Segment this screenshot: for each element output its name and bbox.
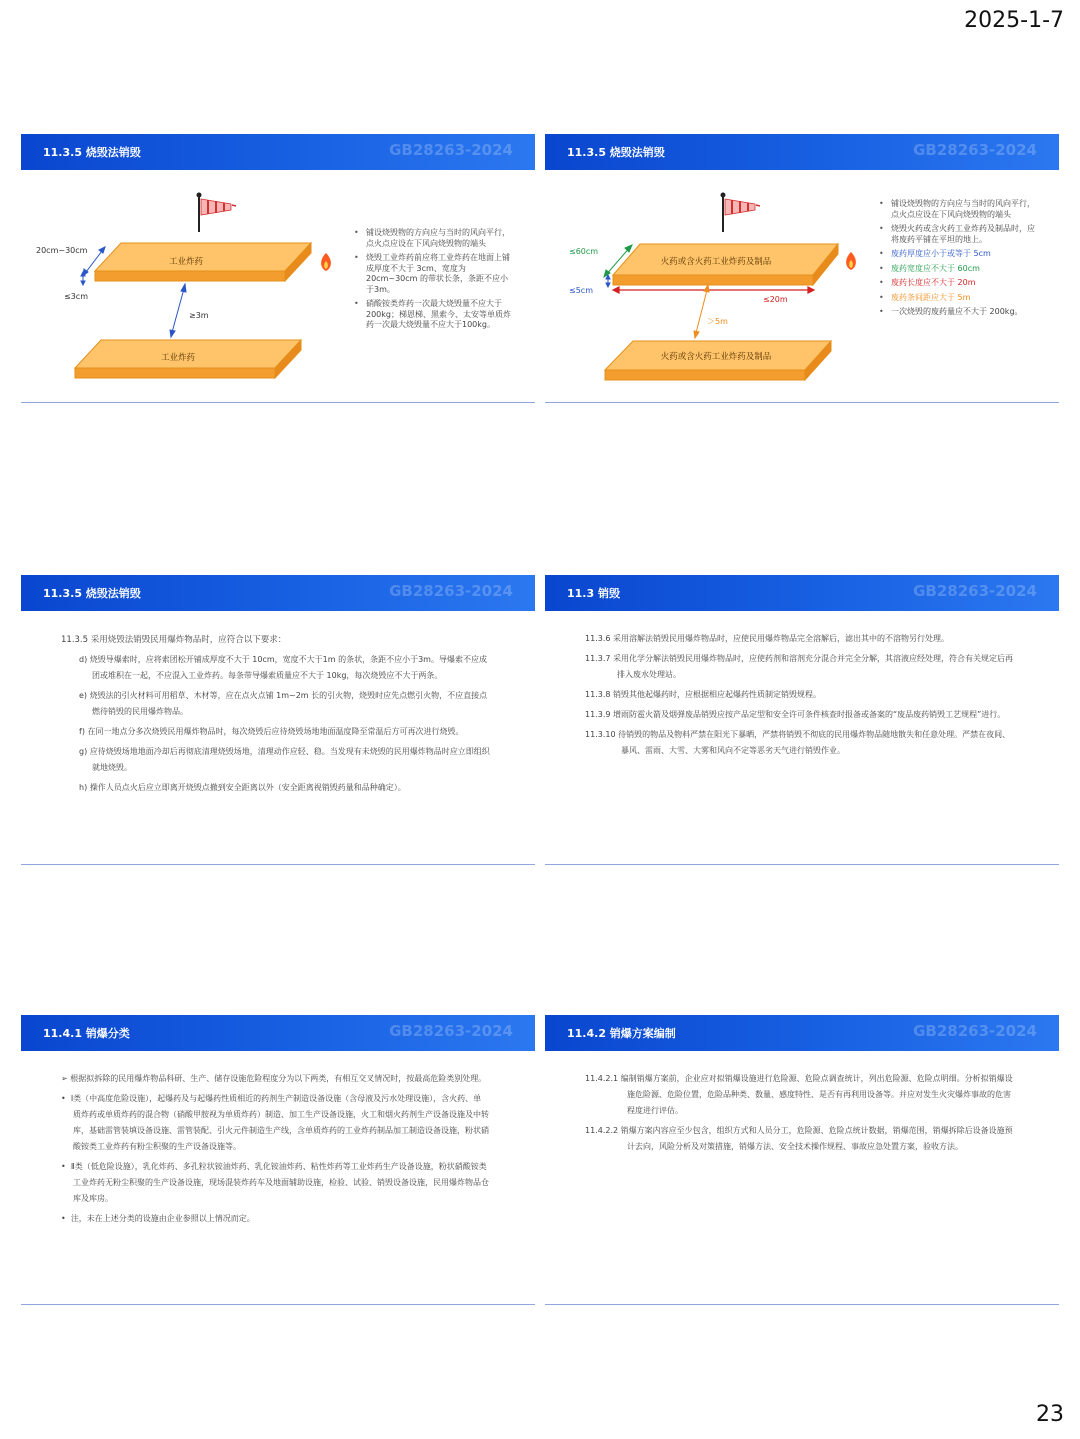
thickness-dimension-arrow xyxy=(606,275,610,287)
slide-title: 11.3.5 烧毁法销毁 xyxy=(43,146,141,159)
clause-item xyxy=(61,1211,489,1227)
slide-divider xyxy=(21,864,535,865)
requirements-list xyxy=(354,228,514,335)
item-text: 注，未在上述分类的设施由企业参照以上情况而定。 xyxy=(70,1214,255,1223)
clause-item: 11.4.2.2 销爆方案内容应至少包含，组织方式和人员分工，危险源、危险点统计数据，销爆范围，销爆拆除后设备设施预计去向，风险分析及对策措施，销爆方法、安全技术操作规程、事故应急处置方案，验收方法。 xyxy=(585,1126,1013,1151)
slide-divider xyxy=(21,1304,535,1305)
requirements-list xyxy=(879,199,1039,322)
slide-burning-requirements xyxy=(21,575,535,845)
clause-intro: 11.3.5 采用烧毁法销毁民用爆炸物品时，应符合以下要求： xyxy=(61,635,287,645)
list-item: • 废药宽度应不大于 60cm xyxy=(879,264,1039,275)
clause-item: f) 在同一地点分多次烧毁民用爆炸物品时，每次烧毁后应待烧毁场地地面温度降至常温后方可再次进行烧毁。 xyxy=(79,727,464,736)
clause-item: 11.4.2.1 编制销爆方案前，企业应对拟销爆设施进行危险源、危险点调查统计，列出危险源、危险点明细。分析拟销爆设施危险源、危险位置，危险品种类、数量、感度特性、是否有再利用设备等。并应对发生火灾爆炸事故的危害程度进行评估。 xyxy=(585,1074,1013,1115)
list-item: • 废药条间距应大于 5m xyxy=(879,293,1039,304)
clause-item xyxy=(61,1091,489,1155)
clause-body xyxy=(585,631,1015,763)
list-item: • 铺设烧毁物的方向应与当时的风向平行，点火点应设在下风向烧毁物的端头 xyxy=(354,228,514,249)
clause-item: d) 烧毁导爆索时，应将索团松开铺成厚度不大于 10cm，宽度不大于1m 的条状，条距不应小于3m。导爆索不应成团或堆积在一起，不应混入工业炸药。每条带导爆索质量应不大于 10kg，每次烧毁应不大于两条。 xyxy=(79,655,487,680)
slide-title: 11.4.1 销爆分类 xyxy=(43,1027,130,1040)
page-number: 23 xyxy=(1036,1402,1064,1427)
clause-body xyxy=(585,1071,1017,1159)
clause-item: 11.3.9 增雨防雹火箭及烟弹废品销毁应按产品定型和安全许可条件核查时报备或备案的“废品废药销毁工艺规程”进行。 xyxy=(585,710,1006,719)
clause-body xyxy=(61,632,491,800)
clause-item: e) 烧毁法的引火材料可用稻草、木材等，应在点火点铺 1m~2m 长的引火物，烧毁时应先点燃引火物，不应直接点燃待销毁的民用爆炸物品。 xyxy=(79,691,488,716)
gap-dimension-arrow xyxy=(170,284,186,337)
bullet-icon: • xyxy=(61,1162,71,1171)
windsock-icon xyxy=(721,193,761,233)
windsock-icon xyxy=(197,193,237,233)
strip-label-top: 火药或含火药工业炸药及制品 xyxy=(660,257,772,267)
gap-dimension-arrow xyxy=(694,285,709,338)
slide-divider xyxy=(545,402,1059,403)
standard-code: GB28263-2024 xyxy=(389,582,513,600)
arrow-bullet-icon: ➢ xyxy=(61,1074,71,1083)
list-item: • 废药厚度应小于或等于 5cm xyxy=(879,249,1039,260)
length-dimension-arrow xyxy=(613,287,814,293)
list-item: • 硝酸铵类炸药一次最大烧毁量不应大于200kg；梯恩梯、黑索今、太安等单质炸药一次最大烧毁量不应大于100kg。 xyxy=(354,299,514,331)
clause-item: 11.3.7 采用化学分解法销毁民用爆炸物品时，应使药剂和溶剂充分混合并完全分解，其溶液应经处理，符合有关规定后再排入废水处理站。 xyxy=(585,654,1013,679)
bullet-icon: • xyxy=(61,1094,71,1103)
flame-icon xyxy=(321,253,331,271)
strip-label-bottom: 火药或含火药工业炸药及制品 xyxy=(660,352,772,362)
strip-width-label: 20cm~30cm xyxy=(36,246,88,255)
strip-length-label: ≤20m xyxy=(763,295,788,304)
strip-label-top: 工业炸药 xyxy=(168,257,203,267)
clause-item: 11.3.8 销毁其他起爆药时，应根据相应起爆药性质制定销毁规程。 xyxy=(585,690,821,699)
clause-item xyxy=(61,1159,489,1207)
slide-demolition-plan xyxy=(545,1015,1059,1285)
slide-title: 11.4.2 销爆方案编制 xyxy=(567,1027,676,1040)
flame-icon xyxy=(846,252,856,270)
standard-code: GB28263-2024 xyxy=(913,141,1037,159)
slide-demolition-classification xyxy=(21,1015,535,1285)
slide-title: 11.3 销毁 xyxy=(567,587,620,600)
strip-gap-label: ＞5m xyxy=(707,317,728,326)
standard-code: GB28263-2024 xyxy=(913,582,1037,600)
clause-body xyxy=(61,1071,489,1231)
slide-title: 11.3.5 烧毁法销毁 xyxy=(567,146,665,159)
standard-code: GB28263-2024 xyxy=(389,1022,513,1040)
standard-code: GB28263-2024 xyxy=(389,141,513,159)
page-date: 2025-1-7 xyxy=(964,8,1064,33)
lead-text: 根据拟拆除的民用爆炸物品科研、生产、储存设施危险程度分为以下两类，有相互交叉情况时，按最高危险类别处理。 xyxy=(70,1074,487,1083)
list-item: • 烧毁火药或含火药工业炸药及制品时，应将废药平铺在平坦的地上。 xyxy=(879,224,1039,245)
list-item: • 烧毁工业炸药前应将工业炸药在地面上铺成厚度不大于 3cm、宽度为20cm~30cm 的带状长条，条距不应小于3m。 xyxy=(354,253,514,295)
strip-thickness-label: ≤5cm xyxy=(569,286,593,295)
slide-divider xyxy=(545,1304,1059,1305)
list-item: • 废药长度应不大于 20m xyxy=(879,278,1039,289)
slide-burning-propellant xyxy=(545,134,1059,404)
slide-header xyxy=(21,1015,535,1051)
strip-width-label: ≤60cm xyxy=(569,247,599,256)
slide-header xyxy=(545,575,1059,611)
slide-title: 11.3.5 烧毁法销毁 xyxy=(43,587,141,600)
bullet-icon: • xyxy=(61,1214,71,1223)
slide-header xyxy=(21,575,535,611)
strip-gap-label: ≥3m xyxy=(189,311,209,320)
thickness-dimension-arrow xyxy=(81,272,85,285)
slide-header xyxy=(545,1015,1059,1051)
item-text: Ⅱ类（低危险设施），乳化炸药、多孔粒状铵油炸药、乳化铵油炸药、粘性炸药等工业炸药生产设备设施，粉状硝酸铵类工业炸药无粉尘积聚的生产设备设施，现场混装炸药车及地面辅助设施，检验、试验、销毁设备设施，民用爆炸物品仓库及库房。 xyxy=(70,1162,489,1203)
clause-item: 11.3.10 待销毁的物品及物料严禁在阳光下暴晒，严禁将销毁不彻底的民用爆炸物品随地散失和任意处理。严禁在夜间、暴风、雷雨、大雪、大雾和风向不定等恶劣天气进行销毁作业。 xyxy=(585,730,1011,755)
list-item: • 铺设烧毁物的方向应与当时的风向平行，点火点应设在下风向烧毁物的端头 xyxy=(879,199,1039,220)
slide-burning-explosives xyxy=(21,134,535,404)
strip-label-bottom: 工业炸药 xyxy=(160,353,195,363)
strip-thickness-label: ≤3cm xyxy=(64,292,88,301)
slide-destruction xyxy=(545,575,1059,845)
slide-divider xyxy=(545,864,1059,865)
item-text: Ⅰ类（中高度危险设施），起爆药及与起爆药性质相近的药剂生产制造设备设施（含母液及污水处理设施），含火药、单质炸药或单质炸药的混合物（硝酸甲胺视为单质炸药）制造、加工生产设备设施，火工和烟火药剂生产设备设施及中转库，基础雷管装填设备设施、雷管装配、引火元件制造生产线，含单质炸药的工业炸药制品加工制造设备设施，粉状硝酸铵类工业炸药有粉尘积聚的生产设备设施等。 xyxy=(70,1094,489,1151)
clause-lead xyxy=(61,1071,489,1087)
slide-divider xyxy=(21,402,535,403)
clause-item: 11.3.6 采用溶解法销毁民用爆炸物品时，应使民用爆炸物品完全溶解后，滤出其中的不溶物另行处理。 xyxy=(585,634,949,643)
clause-item: g) 应待烧毁场地地面冷却后再彻底清理烧毁场地，清理动作应轻、稳。当发现有未烧毁的民用爆炸物品时应立即组织就地烧毁。 xyxy=(79,747,490,772)
standard-code: GB28263-2024 xyxy=(913,1022,1037,1040)
list-item: • 一次烧毁的废药量应不大于 200kg。 xyxy=(879,307,1039,318)
clause-item: h) 操作人员点火后应立即离开烧毁点撤到安全距离以外（安全距离视销毁药量和品种确定）。 xyxy=(79,783,406,792)
